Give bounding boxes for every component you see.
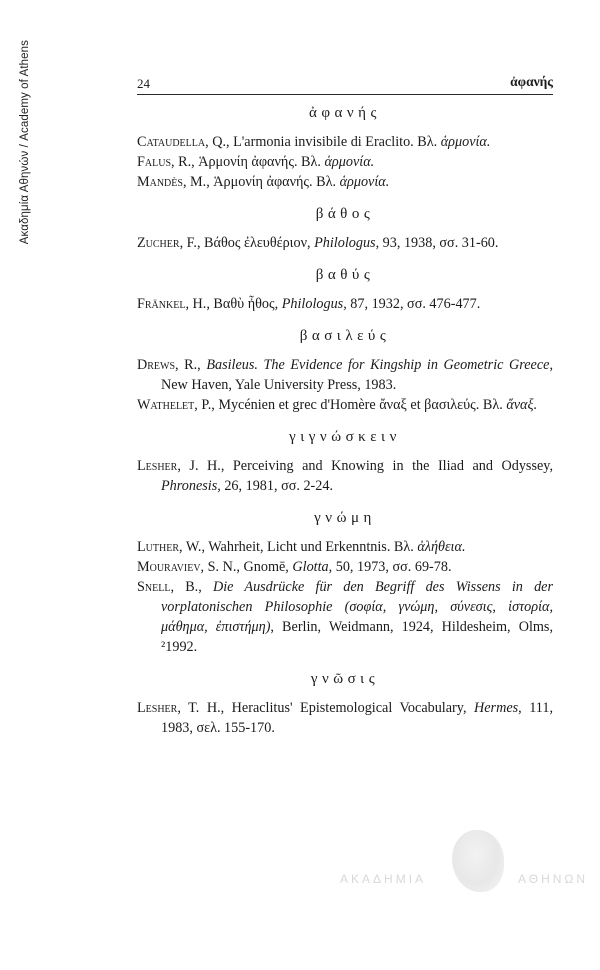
entry-italic: ἀλήθεια. — [417, 539, 466, 555]
page-number: 24 — [137, 76, 150, 91]
athena-head-icon — [452, 830, 504, 892]
lemma-heading: ἀφανής — [309, 105, 381, 121]
watermark-right-text: ΑΘΗΝΩΝ — [518, 872, 589, 886]
entry-italic: Glotta — [292, 559, 329, 575]
lemma-heading: γνώμη — [314, 510, 376, 526]
author-name: Lesher — [137, 700, 178, 716]
bib-entry — [137, 355, 553, 395]
author-name: Wathelet — [137, 397, 195, 413]
entry-italic: ἄναξ. — [506, 397, 538, 413]
author-name: Mandès — [137, 174, 183, 190]
entry-text: , W., Wahrheit, Licht und Erkenntnis. Βλ. — [179, 539, 418, 555]
entry-tail: , 93, 1938, σσ. 31-60. — [375, 235, 499, 251]
bib-entry — [137, 698, 553, 738]
entry-text: , H., Βαθὺ ἦθος, — [185, 296, 282, 312]
author-name: Fränkel — [137, 296, 186, 312]
lemma-heading: βασιλεύς — [299, 328, 391, 344]
entry-tail: , 50, 1973, σσ. 69-78. — [328, 559, 452, 575]
entry-text: , J. H., Perceiving and Knowing in the Iliad and Odyssey, — [177, 458, 553, 474]
entry-tail: , New Haven, Yale University Press, 1983. — [161, 357, 553, 393]
entry-tail: , 87, 1932, σσ. 476-477. — [343, 296, 481, 312]
bib-entry — [137, 395, 553, 415]
author-name: Cataudella — [137, 134, 206, 150]
bib-entry — [137, 294, 553, 314]
entry-italic: Hermes — [474, 700, 519, 716]
entry-text: , T. H., Heraclitus' Epistemological Vocabulary, — [177, 700, 475, 716]
watermark-left-text: ΑΚΑΔΗΜΙΑ — [340, 872, 427, 886]
author-name: Lesher — [137, 458, 178, 474]
entry-italic: Philologus — [281, 296, 344, 312]
page-header — [137, 74, 553, 95]
bib-entry — [137, 557, 553, 577]
entry-italic: ἁρμονία. — [440, 134, 491, 150]
author-name: Snell — [137, 579, 171, 595]
entry-italic: Die Ausdrücke für den Begriff des Wissens in der vorplatonischen Philosophie (σοφία, γνώμη, σύνεσις, ἱστορία, μάθημα, ἐπιστήμη) — [161, 579, 553, 635]
entry-italic: Phronesis — [161, 478, 218, 494]
bib-entry — [137, 233, 553, 253]
entry-text: , P., Mycénien et grec d'Homère ἄναξ et βασιλεύς. Βλ. — [194, 397, 507, 413]
author-name: Drews — [137, 357, 176, 373]
entry-tail: , 26, 1981, σσ. 2-24. — [217, 478, 334, 494]
entry-text: , F., Βάθος ἐλευθέριον, — [179, 235, 315, 251]
entry-italic: ἁρμονία. — [339, 174, 390, 190]
entry-tail: , Berlin, Weidmann, 1924, Hildesheim, Olms, ²1992. — [161, 619, 553, 655]
lemma-heading: γνῶσις — [310, 671, 380, 687]
entry-italic: Basileus. The Evidence for Kingship in Geometric Greece — [206, 357, 550, 373]
bibliography — [137, 105, 553, 738]
entry-text: , S. N., Gnomē, — [200, 559, 293, 575]
bib-entry — [137, 132, 553, 152]
author-name: Zucher — [137, 235, 180, 251]
entry-italic: ἁρμονία. — [324, 154, 375, 170]
bib-entry — [137, 172, 553, 192]
lemma-heading: γιγνώσκειν — [289, 429, 401, 445]
author-name: Mouraviev — [137, 559, 201, 575]
side-caption: Ακαδημία Αθηνών / Academy of Athens — [19, 40, 31, 245]
bib-entry — [137, 537, 553, 557]
lemma-heading: βάθος — [315, 206, 375, 222]
lemma-heading: βαθύς — [315, 267, 375, 283]
entry-tail: , 111, 1983, σελ. 155-170. — [161, 700, 553, 736]
entry-text: , B., — [170, 579, 213, 595]
entry-text: , R., — [175, 357, 207, 373]
entry-text: , Q., L'armonia invisibile di Eraclito. Βλ. — [205, 134, 441, 150]
bib-entry — [137, 577, 553, 657]
bib-entry — [137, 152, 553, 172]
entry-text: , R., Ἁρμονίη ἀφανής. Βλ. — [171, 154, 325, 170]
entry-italic: Philologus — [314, 235, 376, 251]
entry-text: , M., Ἁρμονίη ἀφανής. Βλ. — [182, 174, 340, 190]
academy-watermark — [340, 830, 600, 900]
bib-entry — [137, 456, 553, 496]
running-head: ἀφανής — [510, 74, 553, 89]
author-name: Falus — [137, 154, 172, 170]
author-name: Luther — [137, 539, 179, 555]
